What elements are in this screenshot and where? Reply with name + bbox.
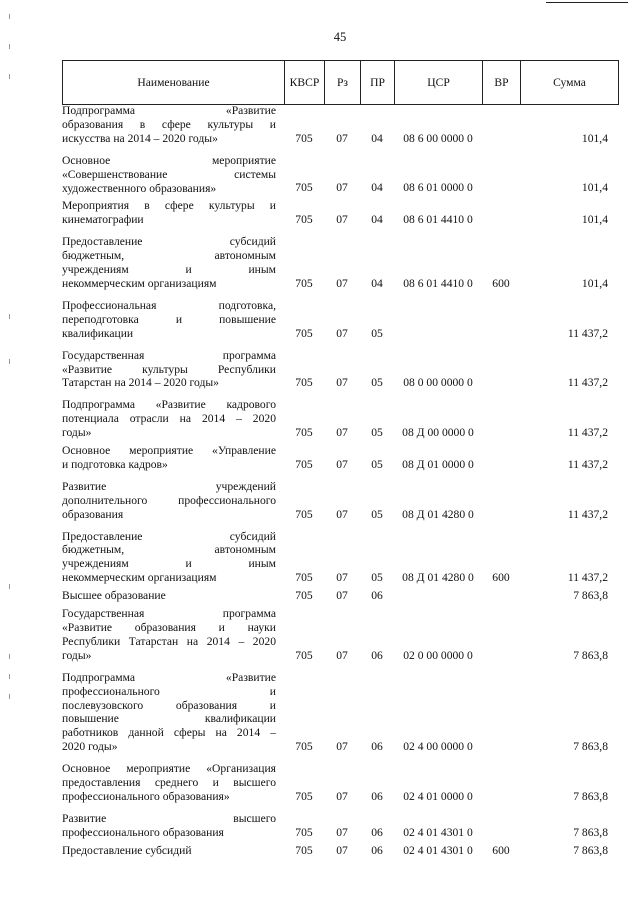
margin-ticks: [9, 14, 11, 814]
row-sum: 7 863,8: [573, 648, 608, 662]
row-pr: 06: [371, 740, 383, 754]
row-rz: 07: [336, 648, 348, 662]
row-rz: 07: [336, 571, 348, 585]
row-pr: 04: [371, 213, 383, 227]
row-sum: 11 437,2: [567, 507, 608, 521]
row-name-line: «Совершенствование системы: [62, 167, 276, 181]
row-rz: 07: [336, 507, 348, 521]
row-name-line: Профессиональная подготовка,: [62, 298, 276, 312]
row-pr: 06: [371, 825, 383, 839]
row-name: [62, 762, 276, 804]
row-rz: 07: [336, 131, 348, 145]
row-sum: 101,4: [581, 213, 608, 227]
row-rz: 07: [336, 457, 348, 471]
row-csr: 02 4 00 0000 0: [403, 740, 473, 754]
table-body: [62, 104, 622, 858]
table-row: [62, 444, 622, 472]
row-name-line: Республики Татарстан на 2014 – 2020: [62, 634, 276, 648]
row-rz: 07: [336, 181, 348, 195]
row-name: [62, 607, 276, 663]
row-pr: 06: [371, 843, 383, 857]
row-sum: 11 437,2: [567, 326, 608, 340]
row-csr: 08 6 00 0000 0: [403, 131, 473, 145]
row-kvsr: 705: [295, 276, 313, 290]
header-rz: Рз: [324, 61, 360, 104]
top-rule: [546, 2, 628, 3]
row-kvsr: 705: [295, 825, 313, 839]
row-sum: 7 863,8: [573, 740, 608, 754]
row-csr: 08 6 01 4410 0: [403, 276, 473, 290]
row-name-line: бюджетным, автономным: [62, 249, 276, 263]
row-name: [62, 444, 276, 472]
row-sum: 7 863,8: [573, 589, 608, 603]
table-row: [62, 480, 622, 522]
row-rz: 07: [336, 740, 348, 754]
row-kvsr: 705: [295, 789, 313, 803]
row-name-line: искусства на 2014 – 2020 годы»: [62, 131, 218, 145]
row-csr: 08 Д 01 4280 0: [402, 571, 474, 585]
row-name-line: Татарстан на 2014 – 2020 годы»: [62, 376, 219, 390]
row-name: [62, 589, 276, 603]
row-sum: 101,4: [581, 131, 608, 145]
row-kvsr: 705: [295, 426, 313, 440]
row-name-line: годы»: [62, 426, 92, 440]
row-pr: 06: [371, 648, 383, 662]
row-name: [62, 235, 276, 291]
row-csr: 08 6 01 0000 0: [403, 181, 473, 195]
row-csr: 02 4 01 4301 0: [403, 825, 473, 839]
row-name-line: образования в сфере культуры и: [62, 117, 276, 131]
row-name: [62, 199, 276, 227]
row-csr: 02 4 01 4301 0: [403, 843, 473, 857]
row-name-line: Развитие учреждений: [62, 479, 276, 493]
row-name-line: Основное мероприятие: [62, 153, 276, 167]
row-name-line: учреждениям и иным: [62, 263, 276, 277]
row-kvsr: 705: [295, 571, 313, 585]
row-pr: 05: [371, 326, 383, 340]
row-name-line: Высшее образование: [62, 589, 166, 603]
row-kvsr: 705: [295, 507, 313, 521]
row-rz: 07: [336, 843, 348, 857]
row-name-line: работников данной сферы на 2014 –: [62, 726, 276, 740]
row-name-line: некоммерческим организациям: [62, 571, 217, 585]
row-name: [62, 480, 276, 522]
table-row: [62, 589, 622, 603]
table-row: [62, 844, 622, 858]
row-name-line: Предоставление субсидий: [62, 529, 276, 543]
row-pr: 05: [371, 426, 383, 440]
table-row: [62, 104, 622, 146]
header-kvsr: КВСР: [284, 61, 324, 104]
row-name-line: «Развитие культуры Республики: [62, 362, 276, 376]
row-pr: 05: [371, 571, 383, 585]
row-pr: 06: [371, 589, 383, 603]
row-name: [62, 844, 276, 858]
row-rz: 07: [336, 326, 348, 340]
row-name-line: профессионального образования»: [62, 789, 230, 803]
row-name-line: послевузовского образования и: [62, 698, 276, 712]
row-name-line: предоставления среднего и высшего: [62, 776, 276, 790]
table-row: [62, 199, 622, 227]
header-name: Наименование: [62, 61, 284, 104]
row-kvsr: 705: [295, 213, 313, 227]
row-kvsr: 705: [295, 457, 313, 471]
row-name-line: повышение квалификации: [62, 712, 276, 726]
row-name-line: 2020 годы»: [62, 740, 118, 754]
table-row: [62, 607, 622, 663]
row-name-line: Мероприятия в сфере культуры и: [62, 199, 276, 213]
row-rz: 07: [336, 589, 348, 603]
row-csr: 08 Д 00 0000 0: [402, 426, 474, 440]
table-row: [62, 398, 622, 440]
table-row: [62, 349, 622, 391]
row-name-line: Основное мероприятие «Управление: [62, 444, 276, 458]
row-name: [62, 398, 276, 440]
row-sum: 11 437,2: [567, 426, 608, 440]
row-pr: 05: [371, 457, 383, 471]
row-name: [62, 349, 276, 391]
row-name-line: дополнительного профессионального: [62, 493, 276, 507]
row-name: [62, 104, 276, 146]
table-row: [62, 235, 622, 291]
row-name-line: Подпрограмма «Развитие кадрового: [62, 398, 276, 412]
row-name-line: образования: [62, 507, 124, 521]
row-csr: 08 6 01 4410 0: [403, 213, 473, 227]
row-name-line: бюджетным, автономным: [62, 543, 276, 557]
table-row: [62, 530, 622, 586]
row-kvsr: 705: [295, 376, 313, 390]
header-csr: ЦСР: [394, 61, 482, 104]
row-name-line: и подготовка кадров»: [62, 457, 168, 471]
page-number: 45: [333, 30, 347, 44]
row-name-line: Основное мероприятие «Организация: [62, 762, 276, 776]
row-pr: 04: [371, 131, 383, 145]
row-name-line: потенциала отрасли на 2014 – 2020: [62, 412, 276, 426]
row-csr: 02 4 01 0000 0: [403, 789, 473, 803]
row-name-line: Государственная программа: [62, 348, 276, 362]
row-sum: 101,4: [581, 276, 608, 290]
row-name: [62, 530, 276, 586]
row-pr: 05: [371, 507, 383, 521]
row-sum: 7 863,8: [573, 789, 608, 803]
row-name-line: художественного образования»: [62, 181, 217, 195]
row-name-line: профессионального образования: [62, 825, 224, 839]
table-row: [62, 762, 622, 804]
header-sum: Сумма: [520, 61, 619, 104]
row-rz: 07: [336, 276, 348, 290]
row-name-line: годы»: [62, 648, 92, 662]
row-name-line: Подпрограмма «Развитие: [62, 104, 276, 117]
row-vr: 600: [492, 843, 510, 857]
row-csr: 08 Д 01 0000 0: [402, 457, 474, 471]
row-kvsr: 705: [295, 648, 313, 662]
row-name-line: переподготовка и повышение: [62, 312, 276, 326]
table-row: [62, 812, 622, 840]
row-kvsr: 705: [295, 740, 313, 754]
row-name-line: Развитие высшего: [62, 811, 276, 825]
row-sum: 11 437,2: [567, 571, 608, 585]
row-csr: 02 0 00 0000 0: [403, 648, 473, 662]
row-rz: 07: [336, 825, 348, 839]
row-sum: 11 437,2: [567, 376, 608, 390]
row-sum: 101,4: [581, 181, 608, 195]
row-kvsr: 705: [295, 589, 313, 603]
table-row: [62, 154, 622, 196]
header-pr: ПР: [360, 61, 394, 104]
row-kvsr: 705: [295, 131, 313, 145]
row-rz: 07: [336, 789, 348, 803]
row-name-line: профессионального и: [62, 684, 276, 698]
row-name: [62, 154, 276, 196]
row-pr: 04: [371, 276, 383, 290]
row-sum: 11 437,2: [567, 457, 608, 471]
row-pr: 06: [371, 789, 383, 803]
row-sum: 7 863,8: [573, 825, 608, 839]
row-name-line: Государственная программа: [62, 607, 276, 621]
row-name: [62, 812, 276, 840]
header-vr: ВР: [482, 61, 520, 104]
row-kvsr: 705: [295, 326, 313, 340]
row-rz: 07: [336, 213, 348, 227]
row-name-line: Предоставление субсидий: [62, 235, 276, 249]
row-vr: 600: [492, 571, 510, 585]
row-csr: 08 Д 01 4280 0: [402, 507, 474, 521]
table-row: [62, 299, 622, 341]
row-name-line: Предоставление субсидий: [62, 843, 192, 857]
row-pr: 04: [371, 181, 383, 195]
row-name-line: некоммерческим организациям: [62, 276, 217, 290]
table-header: [62, 60, 619, 105]
row-rz: 07: [336, 426, 348, 440]
row-csr: 08 0 00 0000 0: [403, 376, 473, 390]
row-name: [62, 671, 276, 754]
row-name-line: квалификации: [62, 326, 134, 340]
row-kvsr: 705: [295, 181, 313, 195]
row-rz: 07: [336, 376, 348, 390]
row-pr: 05: [371, 376, 383, 390]
row-name-line: «Развитие образования и науки: [62, 621, 276, 634]
row-name-line: учреждениям и иным: [62, 557, 276, 571]
row-kvsr: 705: [295, 843, 313, 857]
row-name: [62, 299, 276, 341]
table-row: [62, 671, 622, 754]
row-sum: 7 863,8: [573, 843, 608, 857]
row-name-line: кинематографии: [62, 213, 144, 227]
row-name-line: Подпрограмма «Развитие: [62, 670, 276, 684]
row-vr: 600: [492, 276, 510, 290]
